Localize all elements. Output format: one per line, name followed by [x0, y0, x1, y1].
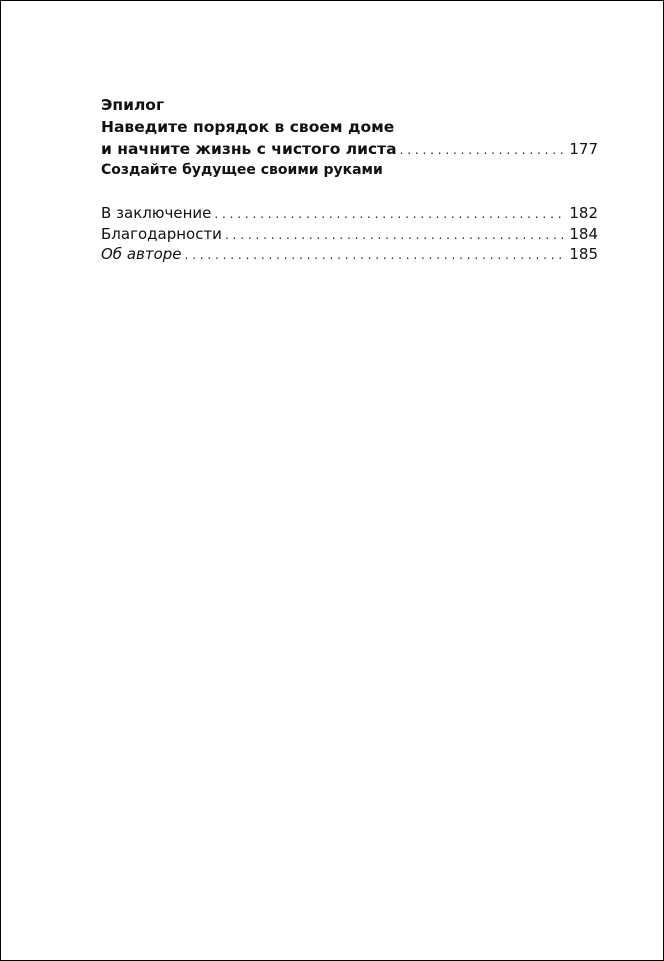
spacer [101, 181, 598, 203]
toc-entry-title: В заключение [101, 204, 212, 222]
epilogue-subtitle: Создайте будущее своими руками [101, 162, 383, 178]
epilogue-title-line2: и начните жизнь с чистого листа [101, 140, 397, 158]
toc-entry-conclusion[interactable] [101, 203, 598, 224]
toc-entry-page-number: 184 [569, 224, 598, 243]
toc-entry-page-number: 182 [569, 204, 598, 222]
dot-leader [225, 225, 566, 246]
epilogue-label: Эпилог [101, 96, 165, 114]
epilogue-page-number: 177 [569, 140, 598, 158]
table-of-contents [101, 94, 598, 265]
toc-entry-acknowledgements[interactable] [101, 224, 598, 245]
dot-leader [185, 245, 567, 266]
epilogue-title-row [101, 138, 598, 160]
epilogue-title-line1: Наведите порядок в своем доме [101, 118, 395, 136]
dot-leader [400, 139, 567, 161]
toc-entry-title: Об авторе [101, 245, 182, 263]
dot-leader [214, 204, 566, 225]
toc-entry-title: Благодарности [101, 224, 222, 243]
toc-entry-page-number: 185 [569, 245, 598, 263]
toc-entry-about-author[interactable] [101, 244, 598, 265]
